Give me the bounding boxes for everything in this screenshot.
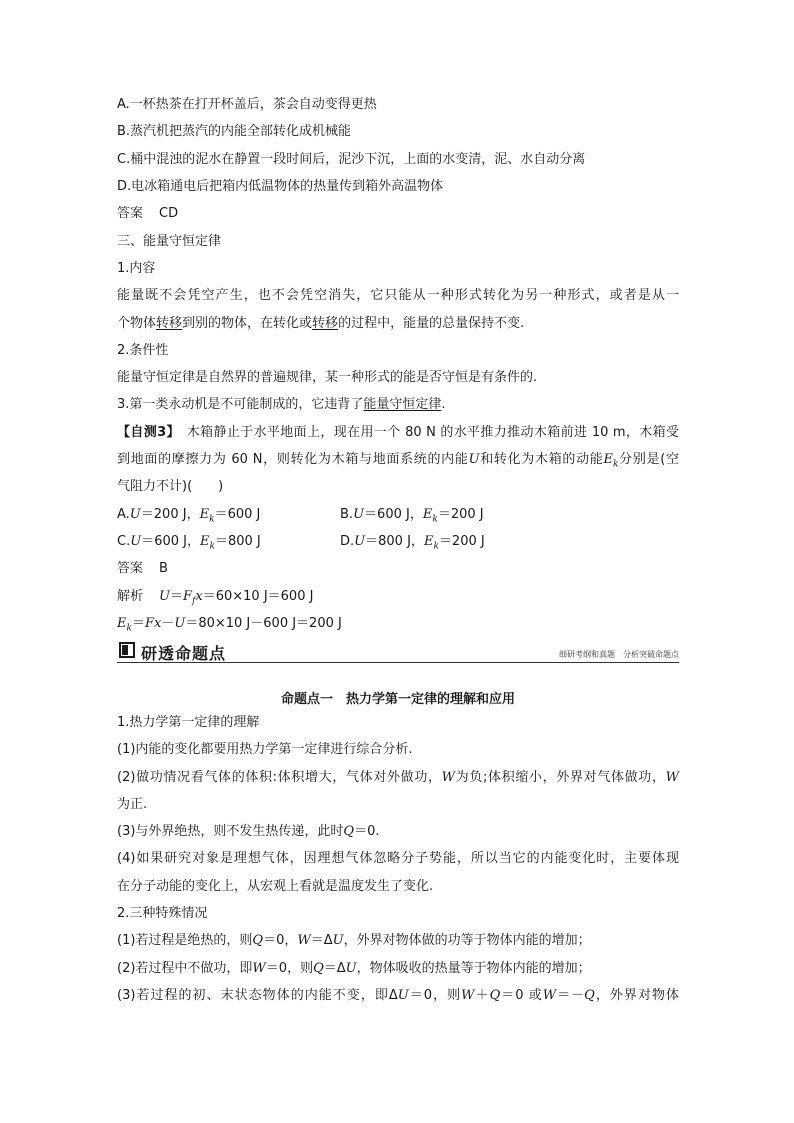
text: 到别的物体，在转化或 — [182, 316, 313, 331]
text: 600 J — [377, 507, 410, 522]
text: ＝80×10 J－600 J＝200 J — [185, 616, 342, 631]
text: ＝0. — [354, 824, 380, 839]
item-1-line-2 — [117, 316, 524, 332]
answer-label: 答案 — [117, 561, 144, 576]
option-b: B.蒸汽机把蒸汽的内能全部转化成机械能 — [117, 124, 352, 139]
text: 200 J — [451, 534, 485, 549]
section-banner — [117, 640, 679, 663]
option-d: D.电冰箱通电后把箱内低温物体的热量传到箱外高温物体 — [117, 179, 444, 194]
special-case-1: (1)若过程是绝热的，则Q＝0，W＝ΔU，外界对物体做的功等于物体内能的增加； — [117, 933, 591, 948]
section-banner-tag: 细研考纲和真题 分析突破命题点 — [559, 650, 679, 659]
text: 分别是(空 — [618, 452, 679, 467]
answer-label: 答案 — [117, 206, 144, 221]
text: (2)若过程中不做功，即 — [117, 961, 253, 976]
question-3-line-1 — [117, 425, 679, 441]
text: B. — [340, 507, 354, 522]
text: A. — [117, 507, 130, 522]
subheading-1: 1.热力学第一定律的理解 — [117, 715, 260, 730]
analysis-line-2: $E_k=Fx-U=80\times 10$ J－600 J＝200 J — [117, 616, 342, 634]
text: ＝0 或 — [500, 988, 543, 1003]
text: D. — [340, 534, 355, 549]
underlined-text: 转移 — [156, 316, 183, 331]
text: (3)与外界绝热，则不发生热传递，此时 — [117, 824, 344, 839]
text: ，外界对物体做的功等于物体内能的增加； — [343, 933, 591, 948]
text: ＝60×10 J＝600 J — [202, 589, 314, 604]
text: 的过程中，能量的总量保持不变. — [338, 316, 525, 331]
item-2-line-1: 能量守恒定律是自然界的普遍规律，某一种形式的能是否守恒是有条件的. — [117, 370, 538, 385]
point-1: (1)内能的变化都要用热力学第一定律进行综合分析. — [117, 742, 413, 757]
text: C. — [117, 534, 131, 549]
answer-value: B — [159, 561, 168, 576]
text: 200 J — [153, 507, 187, 522]
item-2-heading: 2.条件性 — [117, 343, 169, 358]
point-2-line-2: 为正. — [117, 797, 148, 812]
q3-option-c: C.U＝600 J，$E_k=800$ J — [117, 534, 261, 552]
text: (2)做功情况看气体的体积:体积增大，气体对外做功， — [117, 770, 442, 785]
text: 600 J — [154, 534, 187, 549]
special-case-3: (3)若过程的初、末状态物体的内能不变，即ΔU＝0，则W＋Q＝0 或W＝－Q，外界对物体 — [117, 988, 679, 1003]
text: ＝0，则 — [408, 988, 462, 1003]
text: ＝0， — [263, 933, 298, 948]
text: ，外界对物体 — [594, 988, 679, 1003]
option-c: C.桶中混浊的泥水在静置一段时间后，泥沙下沉，上面的水变清，泥、水自动分离 — [117, 152, 586, 167]
text: 和转化为木箱的动能 — [479, 452, 604, 467]
section-banner-title: 研透命题点 — [141, 644, 227, 663]
item-3-line — [117, 397, 446, 413]
section-square-icon — [119, 642, 135, 658]
text: ，物体吸收的热量等于物体内能的增加； — [356, 961, 591, 976]
text: 800 J — [227, 534, 261, 549]
question-3-line-3: 气阻力不计)( ) — [117, 479, 224, 494]
analysis-line-1: 解析 $U=F_fx=60\times 10$ J＝600 J — [117, 589, 314, 607]
analysis-label: 解析 — [117, 589, 144, 604]
point-4-line-1: (4)如果研究对象是理想气体，因理想气体忽略分子势能，所以当它的内能变化时，主要体现 — [117, 851, 679, 866]
item-1-line-1: 能量既不会凭空产生，也不会凭空消失，它只能从一种形式转化为另一种形式，或者是从一 — [117, 288, 679, 303]
text: 个物体 — [117, 316, 157, 331]
question-tag: 【自测3】 — [117, 425, 174, 440]
text: ＝Δ — [310, 933, 333, 948]
section-3-heading: 三、能量守恒定律 — [117, 234, 222, 249]
answer-1 — [117, 206, 178, 222]
text: 600 J — [227, 507, 261, 522]
topic-title: 命题点一 热力学第一定律的理解和应用 — [280, 692, 515, 707]
text: 为负;体积缩小，外界对气体做功， — [455, 770, 666, 785]
text: ＝0，则 — [265, 961, 314, 976]
subheading-2: 2.三种特殊情况 — [117, 906, 208, 921]
text: ＝－ — [556, 988, 585, 1003]
text: (3)若过程的初、末状态物体的内能不变，即Δ — [117, 988, 398, 1003]
q3-option-d: D.U＝800 J，$E_k=200$ J — [340, 534, 485, 552]
text: 木箱静止于水平地面上，现在用一个 80 N 的水平推力推动木箱前进 10 m，木箱受 — [186, 425, 679, 440]
text: ＋ — [474, 988, 490, 1003]
special-case-2: (2)若过程中不做功，即W＝0，则Q＝ΔU，物体吸收的热量等于物体内能的增加； — [117, 961, 591, 976]
underlined-text: 转移 — [312, 316, 339, 331]
q3-option-b: B.U＝600 J，$E_k=200$ J — [340, 507, 484, 525]
answer-value: CD — [159, 206, 179, 221]
text: 200 J — [450, 507, 484, 522]
point-4-line-2: 在分子动能的变化上，从宏观上看就是温度发生了变化. — [117, 879, 434, 894]
point-3: (3)与外界绝热，则不发生热传递，此时Q＝0. — [117, 824, 380, 839]
text: 3.第一类永动机是不可能制成的，它违背了 — [117, 397, 364, 412]
q3-option-a: A.U＝200 J，$E_k=600$ J — [117, 507, 261, 525]
text: 到地面的摩擦力为 60 N，则转化为木箱与地面系统的内能 — [117, 452, 469, 467]
underlined-text: 能量守恒定律 — [363, 397, 442, 412]
answer-2 — [117, 561, 168, 577]
option-a: A.一杯热茶在打开杯盖后，茶会自动变得更热 — [117, 97, 377, 112]
question-3-line-2: 到地面的摩擦力为 60 N，则转化为木箱与地面系统的内能U和转化为木箱的动能$E_k$分别是(空 — [117, 452, 679, 470]
var-u: U — [468, 452, 480, 467]
text: ＝Δ — [323, 961, 346, 976]
item-1-heading: 1.内容 — [117, 261, 156, 276]
text: 800 J — [378, 534, 411, 549]
var-ek: E — [603, 452, 613, 467]
text: . — [441, 397, 446, 412]
text: (1)若过程是绝热的，则 — [117, 933, 253, 948]
point-2-line-1: (2)做功情况看气体的体积:体积增大，气体对外做功，W为负;体积缩小，外界对气体做功，W — [117, 770, 679, 785]
